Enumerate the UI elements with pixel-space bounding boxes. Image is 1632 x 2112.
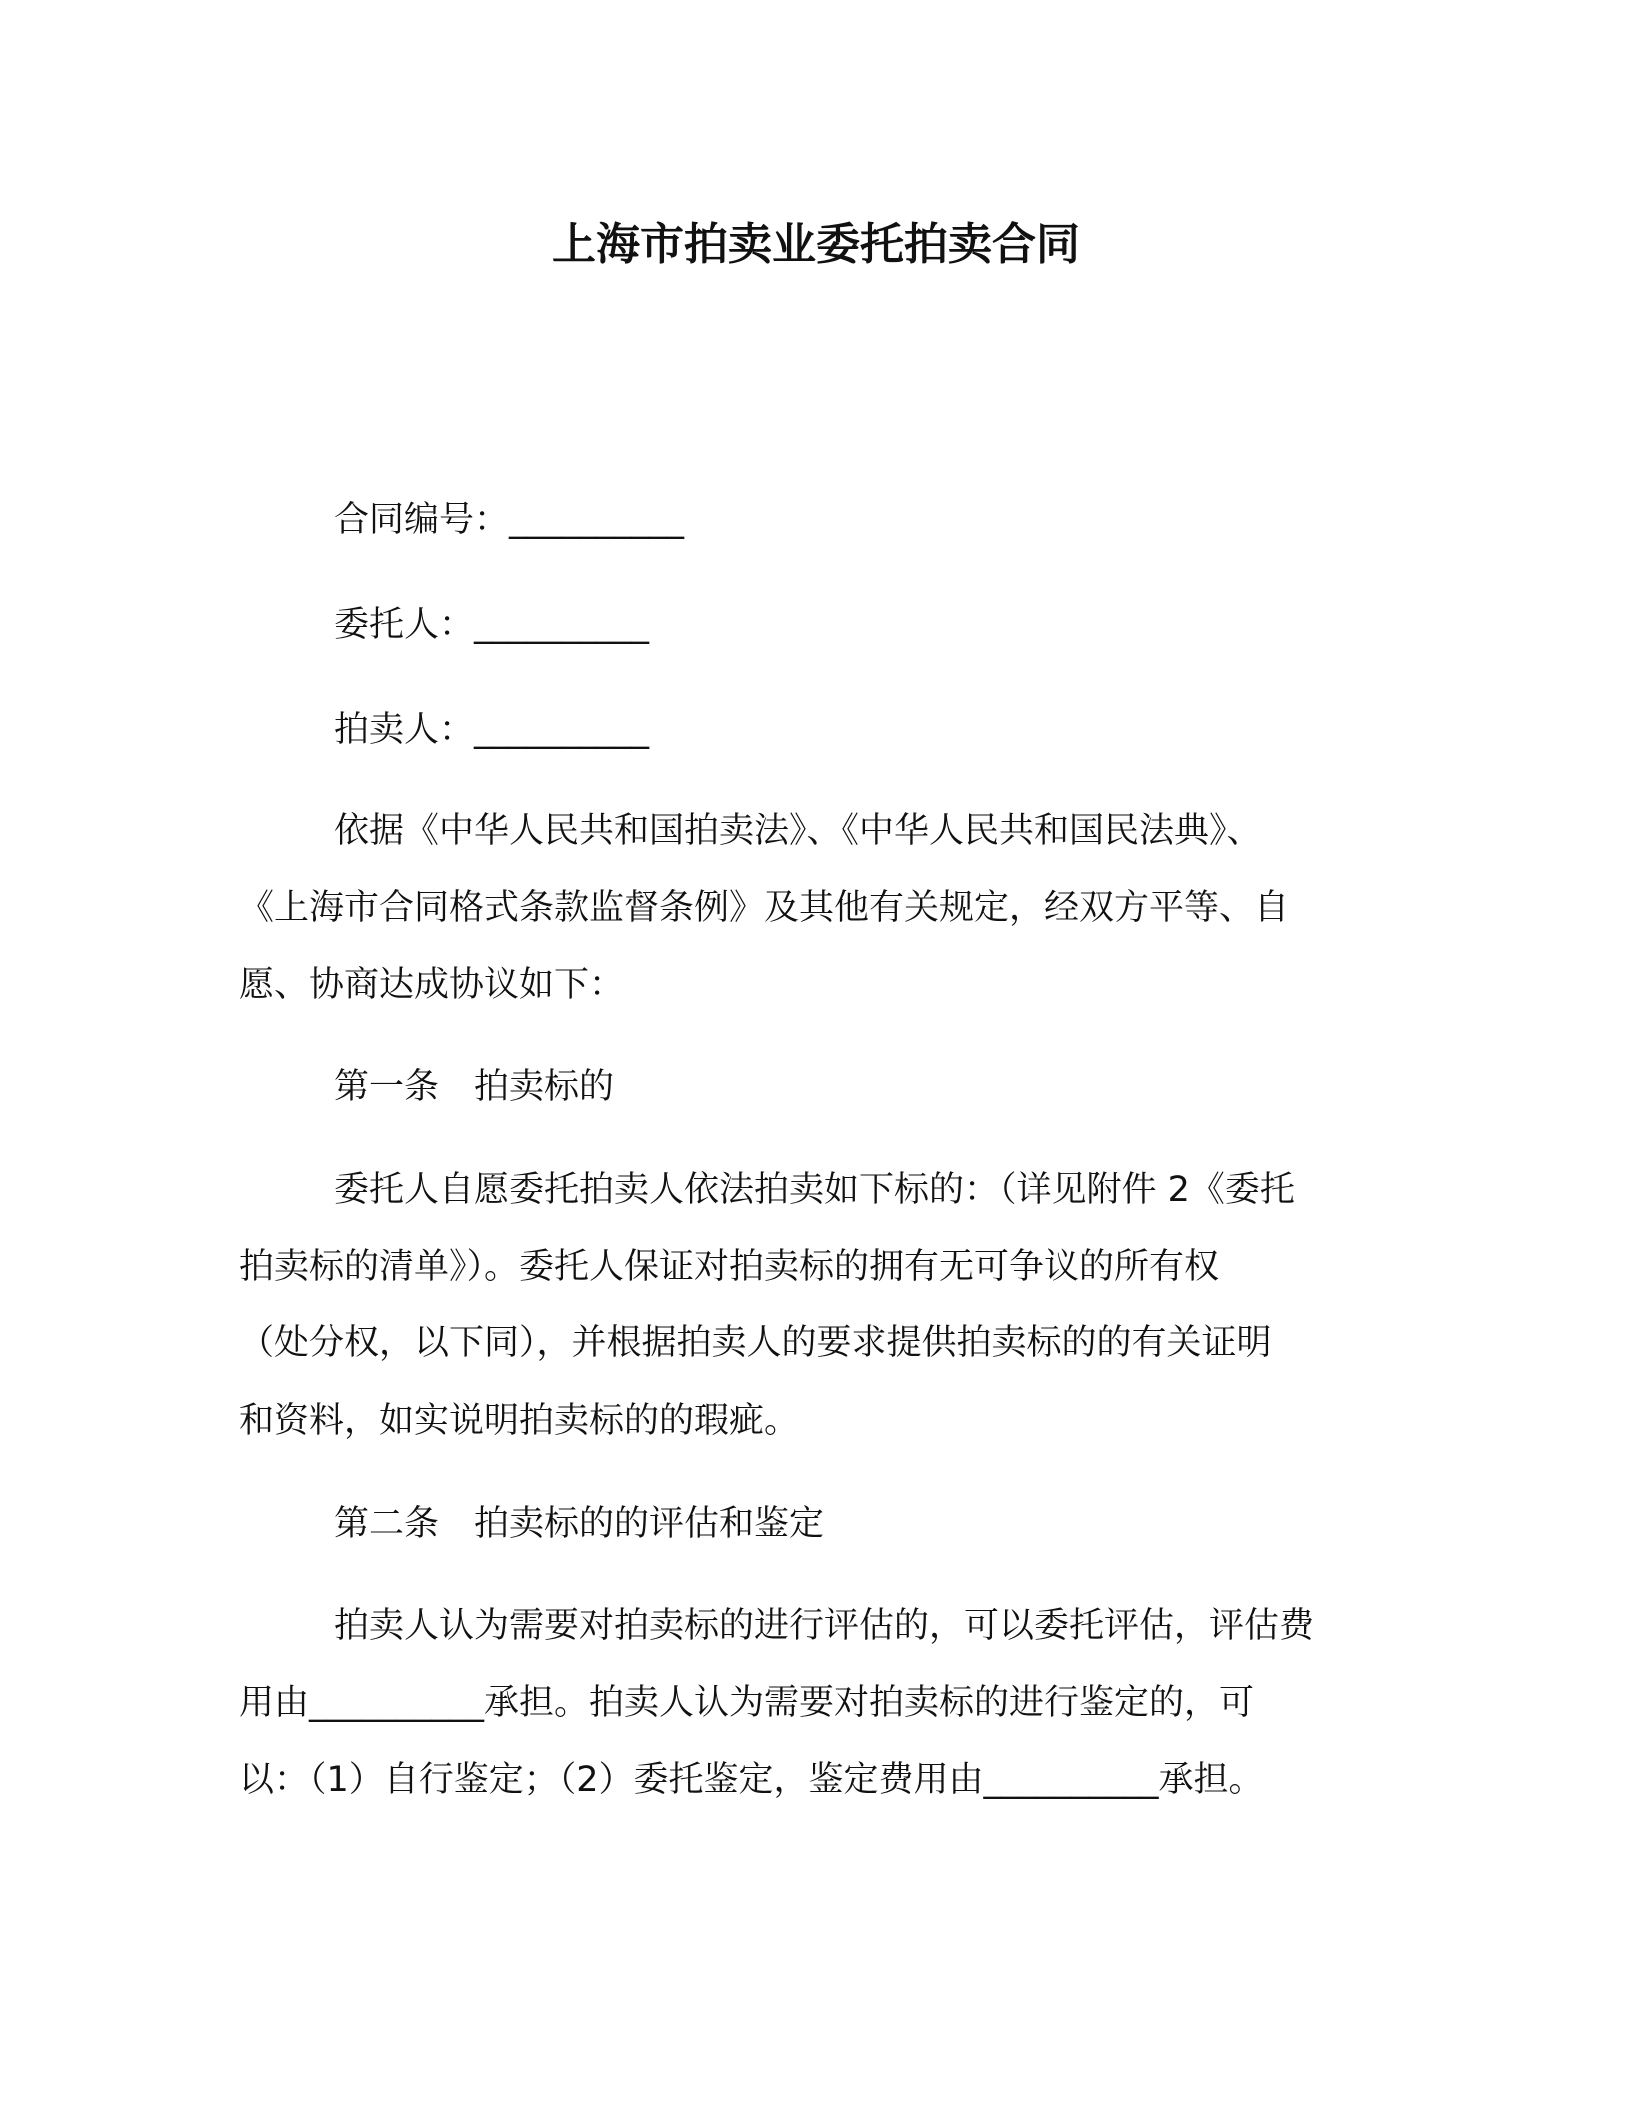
auctioneer-field: 拍卖人：__________ (334, 710, 650, 750)
article-1-line: 拍卖标的清单》）。委托人保证对拍卖标的拥有无可争议的所有权 (239, 1247, 1220, 1287)
contract-number-field: 合同编号：__________ (334, 500, 685, 540)
article-2-line: 拍卖人认为需要对拍卖标的进行评估的，可以委托评估，评估费 (334, 1606, 1315, 1646)
preamble-line: 《上海市合同格式条款监督条例》及其他有关规定，经双方平等、自 (239, 888, 1290, 928)
article-2-heading: 第二条 拍卖标的的评估和鉴定 (334, 1504, 825, 1544)
article-1-line: （处分权，以下同），并根据拍卖人的要求提供拍卖标的的有关证明 (239, 1323, 1272, 1363)
principal-field: 委托人：__________ (334, 605, 650, 645)
article-2-line: 用由__________承担。拍卖人认为需要对拍卖标的进行鉴定的，可 (239, 1683, 1255, 1723)
document-title: 上海市拍卖业委托拍卖合同 (552, 219, 1080, 270)
article-1-line: 委托人自愿委托拍卖人依法拍卖如下标的：（详见附件 2《委托 (334, 1170, 1295, 1210)
article-1-heading: 第一条 拍卖标的 (334, 1067, 615, 1107)
article-2-line: 以：（1）自行鉴定；（2）委托鉴定，鉴定费用由__________承担。 (239, 1760, 1264, 1800)
article-1-line: 和资料，如实说明拍卖标的的瑕疵。 (239, 1401, 800, 1441)
preamble-line: 依据《中华人民共和国拍卖法》、《中华人民共和国民法典》、 (334, 811, 1262, 851)
preamble-line: 愿、协商达成协议如下： (239, 965, 625, 1005)
